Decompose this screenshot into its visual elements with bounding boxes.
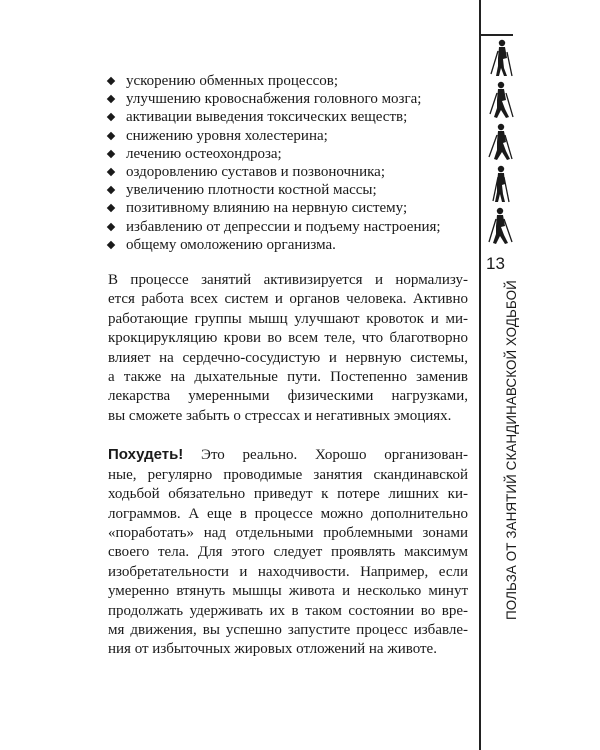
diamond-bullet-icon: [107, 95, 115, 103]
walker-icon: [486, 80, 516, 120]
text-line: ные, регулярно проводимые занятия скандинавской: [108, 466, 468, 483]
paragraph-lead: Похудеть!: [108, 446, 184, 464]
text-line: лекарства умеренными физическими нагрузками,: [108, 388, 468, 405]
list-item: улучшению кровоснабжения головного мозга;: [108, 90, 468, 108]
diamond-bullet-icon: [107, 150, 115, 158]
diamond-bullet-icon: [107, 204, 115, 212]
list-item: лечению остеохондроза;: [108, 145, 468, 163]
walker-icon: [486, 122, 516, 162]
walker-icon: [486, 38, 516, 78]
diamond-bullet-icon: [107, 222, 115, 230]
diamond-bullet-icon: [107, 241, 115, 249]
page-content: [108, 72, 468, 660]
diamond-bullet-icon: [107, 186, 115, 194]
text-line: своего тела. Для этого следует проявлять максимум: [108, 544, 468, 561]
text-line: продолжать удерживать их в таком состоянии во вре-: [108, 602, 468, 619]
text-line: вы сможете забыть о стрессах и негативных эмоциях.: [108, 407, 452, 424]
text-line: «поработать» над отдельными проблемными зонами: [108, 524, 468, 541]
list-item: избавлению от депрессии и подъему настроения;: [108, 218, 468, 236]
paragraph-health-benefits: [108, 271, 468, 426]
text-line: крокцирукляцию крови во всем теле, что благотворно: [108, 330, 468, 347]
text-line: Похудеть! Это реально. Хорошо организован-: [108, 446, 468, 464]
sidebar-divider: [479, 0, 481, 750]
running-head-text: ПОЛЬЗА ОТ ЗАНЯТИЙ СКАНДИНАВСКОЙ ХОДЬБОЙ: [504, 280, 519, 620]
text-line: влияет на сердечно-сосудистую и нервную системы,: [108, 349, 468, 366]
walker-icons-column: [486, 38, 520, 248]
text-line: В процессе занятий активизируется и нормализу-: [108, 272, 468, 289]
text-line: изобретательности и находчивости. Например, если: [108, 563, 468, 580]
list-item: увеличению плотности костной массы;: [108, 181, 468, 199]
walker-icon: [486, 206, 516, 246]
running-head: [502, 280, 522, 620]
diamond-bullet-icon: [107, 131, 115, 139]
list-item: позитивному влиянию на нервную систему;: [108, 199, 468, 217]
text-line: ется работа всех систем и органов человека. Активно: [108, 291, 468, 308]
text-line: ходьбой обязательно приведут к потере лишних ки-: [108, 486, 468, 503]
diamond-bullet-icon: [107, 77, 115, 85]
sidebar-top-bracket: [479, 0, 513, 36]
text-line: ния от избыточных жировых отложений на животе.: [108, 641, 437, 658]
text-line: лограммов. А еще в процессе можно дополнительно: [108, 505, 468, 522]
walker-icon: [486, 164, 516, 204]
list-item: снижению уровня холестерина;: [108, 127, 468, 145]
diamond-bullet-icon: [107, 113, 115, 121]
benefits-list: [108, 72, 468, 254]
page-number: 13: [486, 254, 505, 273]
list-item: ускорению обменных процессов;: [108, 72, 468, 90]
text-line: мя движения, вы успешно запустите процесс избавле-: [108, 621, 468, 638]
paragraph-weight-loss: [108, 445, 468, 659]
text-line: работающие группы мышц улучшают кровоток и ми-: [108, 310, 468, 327]
text-line: умеренно втянуть мышцы живота и несколько минут: [108, 583, 468, 600]
list-item: оздоровлению суставов и позвоночника;: [108, 163, 468, 181]
text-line: а также на дыхательные пути. Постепенно заменив: [108, 369, 468, 386]
list-item: общему омоложению организма.: [108, 236, 468, 254]
list-item: активации выведения токсических веществ;: [108, 108, 468, 126]
diamond-bullet-icon: [107, 168, 115, 176]
